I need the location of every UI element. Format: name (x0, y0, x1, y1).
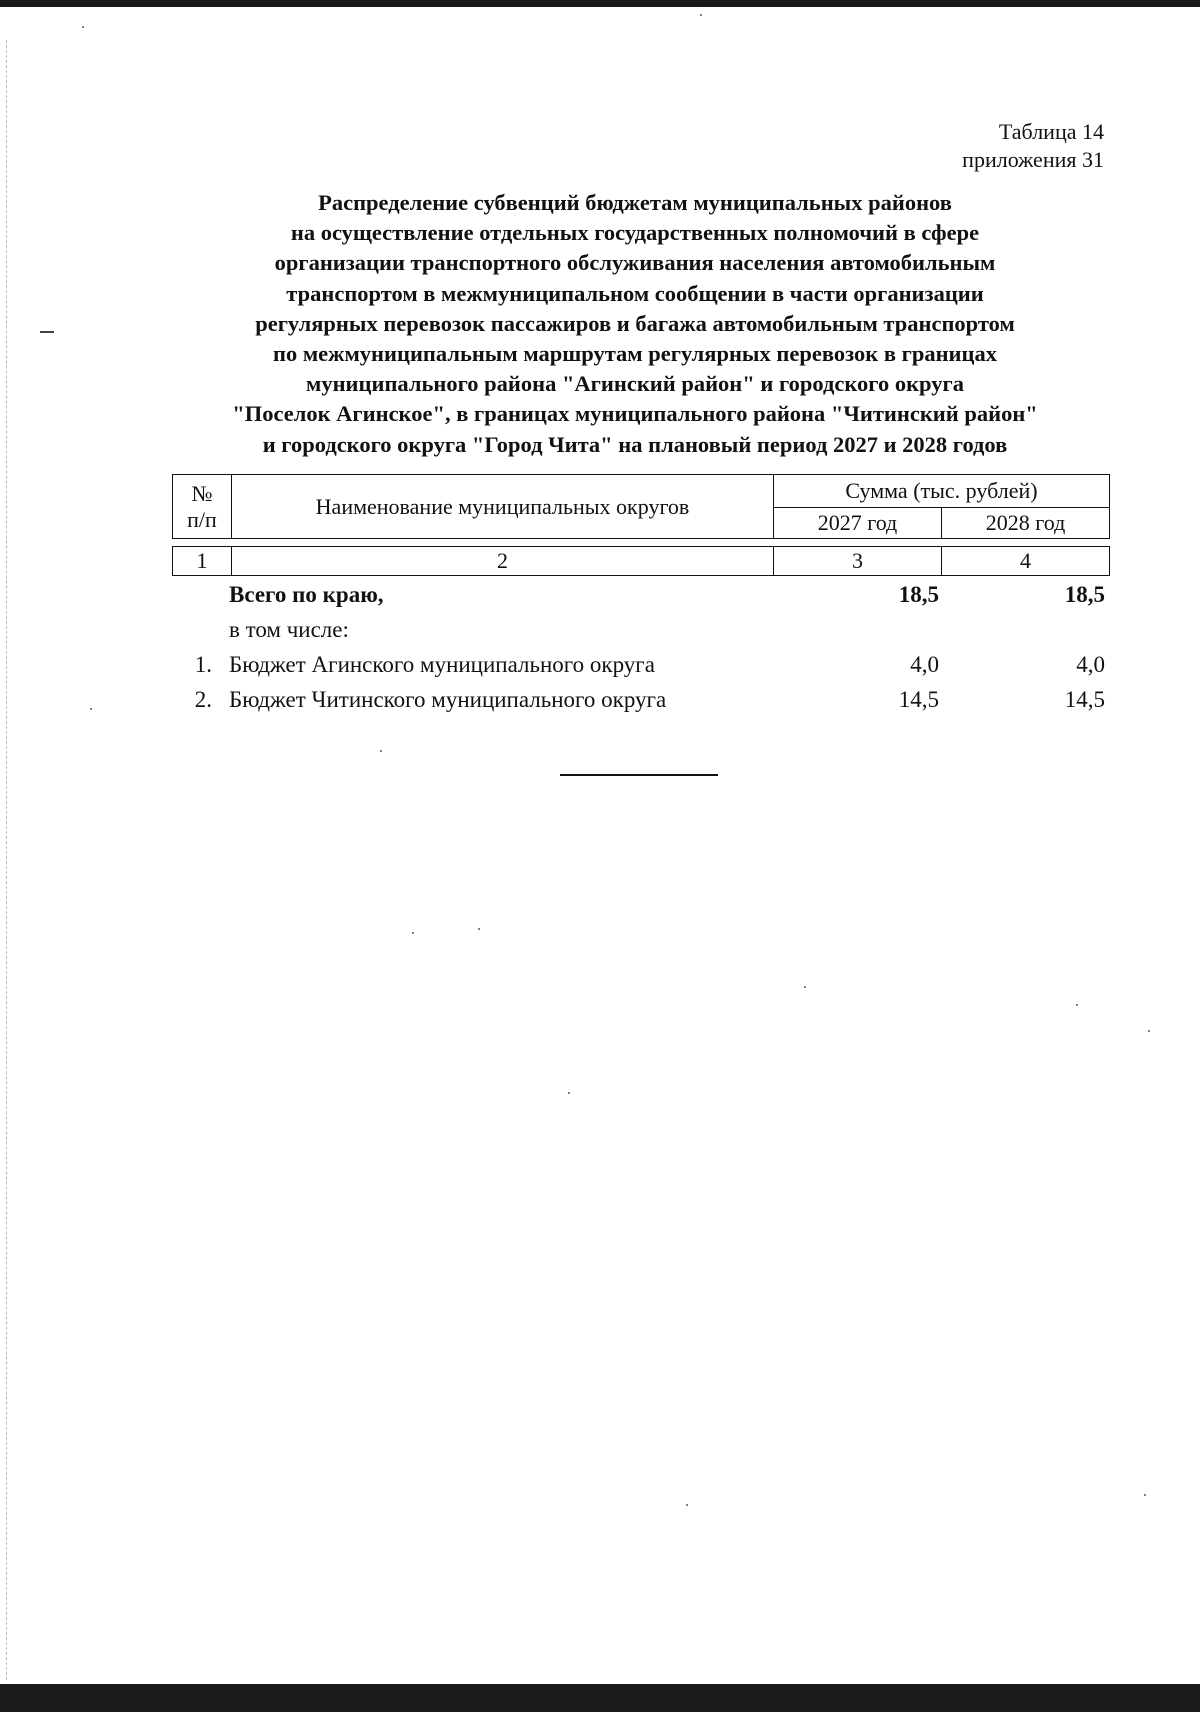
total-2027: 18,5 (898, 582, 939, 607)
table-body (172, 582, 1109, 722)
scan-speck (568, 1092, 570, 1094)
row-value-2028: 4,0 (1076, 652, 1105, 677)
table-row (172, 687, 1109, 722)
including-row (172, 617, 1109, 652)
row-value-2027: 4,0 (910, 652, 939, 677)
row-value-2027: 14,5 (898, 687, 939, 712)
column-number-2: 2 (232, 547, 774, 576)
title-line: организации транспортного обслуживания населения автомобильным (274, 250, 996, 276)
scan-speck (804, 986, 806, 988)
header-gap (173, 539, 232, 547)
scan-speck (90, 708, 92, 710)
header-number-cell (173, 475, 232, 539)
title-line: на осуществление отдельных государственных полномочий в сфере (290, 220, 980, 246)
header-year-2028: 2028 год (942, 508, 1110, 539)
scan-speck (380, 750, 382, 752)
title-line: транспортом в межмуниципальном сообщении в части организации (286, 280, 984, 306)
scan-edge-left (6, 40, 8, 1680)
row-name: Бюджет Читинского муниципального округа (229, 687, 667, 712)
header-sum: Сумма (тыс. рублей) (774, 475, 1110, 508)
total-label: Всего по краю, (229, 582, 384, 607)
title-line: "Поселок Агинское", в границах муниципального района "Читинский район" (232, 401, 1038, 427)
scan-speck (1144, 1494, 1146, 1496)
scan-speck (478, 928, 480, 930)
scan-speck (412, 932, 414, 934)
column-number-1: 1 (173, 547, 232, 576)
scan-border-bottom (0, 1684, 1200, 1712)
reference-appendix: приложения 31 (962, 147, 1104, 172)
table-reference (962, 118, 1104, 174)
header-gap (774, 539, 942, 547)
total-row (172, 582, 1109, 617)
table-row (172, 652, 1109, 687)
column-number-4: 4 (942, 547, 1110, 576)
scan-speck (686, 1504, 688, 1506)
title-line: и городского округа "Город Чита" на плановый период 2027 и 2028 годов (262, 431, 1008, 457)
title-line: Распределение субвенций бюджетам муниципальных районов (318, 190, 952, 215)
scan-speck (1148, 1030, 1150, 1032)
scan-speck (700, 14, 702, 16)
row-value-2028: 14,5 (1064, 687, 1105, 712)
row-number: 1. (194, 652, 212, 677)
scan-mark (40, 331, 54, 333)
header-gap (232, 539, 774, 547)
header-number-sign: № (191, 480, 213, 506)
column-number-3: 3 (774, 547, 942, 576)
scan-speck (1076, 1004, 1078, 1006)
reference-table-number: Таблица 14 (998, 119, 1104, 144)
document-title (150, 188, 1120, 460)
total-2028: 18,5 (1064, 582, 1105, 607)
header-number-label: п/п (187, 506, 217, 532)
header-name: Наименование муниципальных округов (232, 475, 774, 539)
scan-speck (82, 26, 84, 28)
row-number: 2. (194, 687, 212, 712)
end-rule (560, 774, 718, 776)
including-label: в том числе: (229, 617, 349, 642)
header-year-2027: 2027 год (774, 508, 942, 539)
title-line: по межмуниципальным маршрутам регулярных перевозок в границах (273, 341, 997, 367)
title-line: регулярных перевозок пассажиров и багажа автомобильным транспортом (255, 310, 1015, 336)
row-name: Бюджет Агинского муниципального округа (229, 652, 655, 677)
title-line: муниципального района "Агинский район" и городского округа (306, 371, 964, 397)
scan-border-top (0, 0, 1200, 7)
header-gap (942, 539, 1110, 547)
table-header (172, 474, 1110, 576)
